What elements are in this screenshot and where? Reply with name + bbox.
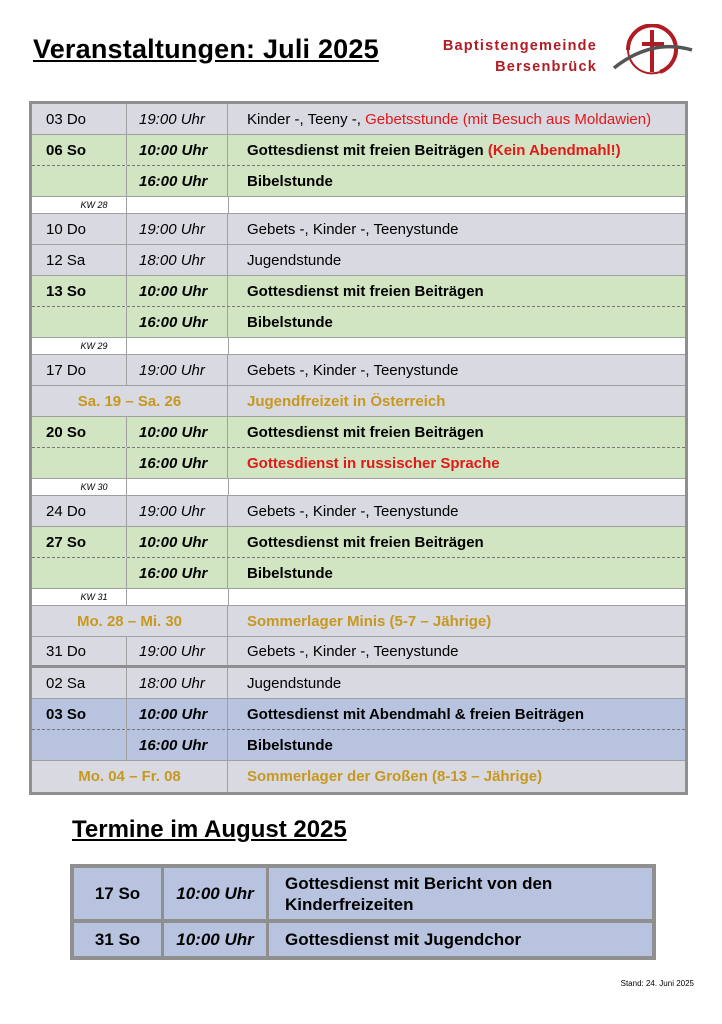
event-time: 19:00 Uhr — [127, 355, 228, 385]
event-time: 19:00 Uhr — [127, 496, 228, 526]
event-description: Gottesdienst mit Abendmahl & freien Beiträgen — [247, 705, 584, 723]
event-day: 27 So — [32, 527, 127, 557]
event-date-range: Mo. 04 – Fr. 08 — [32, 761, 228, 792]
event-row — [32, 668, 685, 699]
event-row — [32, 699, 685, 730]
event-time: 10:00 Uhr — [127, 527, 228, 557]
event-description: Gottesdienst mit Jugendchor — [285, 930, 522, 949]
event-highlight: (Kein Abendmahl!) — [487, 141, 621, 159]
event-time: 10:00 Uhr — [127, 276, 228, 306]
event-time: 19:00 Uhr — [127, 214, 228, 244]
org-name — [443, 36, 597, 78]
event-day: 06 So — [32, 135, 127, 165]
event-description: Gebets -, Kinder -, Teenystunde — [247, 361, 459, 379]
event-day: 17 Do — [32, 355, 127, 385]
event-day: 10 Do — [32, 214, 127, 244]
org-name-line2: Bersenbrück — [495, 59, 597, 75]
event-time: 10:00 Uhr — [164, 923, 269, 956]
event-time: 18:00 Uhr — [127, 668, 228, 698]
event-description: Jugendstunde — [247, 674, 342, 692]
event-time: 19:00 Uhr — [127, 637, 228, 665]
event-row — [32, 527, 685, 558]
event-row-range — [32, 606, 685, 637]
event-description: Jugendfreizeit in Österreich — [247, 392, 446, 410]
august-schedule — [70, 864, 656, 960]
event-day — [32, 730, 127, 760]
event-time: 16:00 Uhr — [127, 730, 228, 760]
event-day: 24 Do — [32, 496, 127, 526]
event-day — [32, 307, 127, 337]
event-row — [32, 730, 685, 761]
event-description — [228, 135, 685, 165]
event-description: Gottesdienst mit freien Beiträgen — [247, 423, 484, 441]
event-description: Gottesdienst in russischer Sprache — [247, 454, 500, 472]
event-description: Jugendstunde — [247, 251, 342, 269]
event-description: Sommerlager Minis (5-7 – Jährige) — [247, 612, 492, 630]
week-label: KW 30 — [32, 479, 127, 495]
event-row-range — [32, 761, 685, 792]
week-label: KW 31 — [32, 589, 127, 605]
event-row — [32, 214, 685, 245]
event-description: Gottesdienst mit Bericht von den Kinderfreizeiten — [285, 873, 553, 914]
event-row — [32, 276, 685, 307]
event-time: 16:00 Uhr — [127, 307, 228, 337]
event-row — [32, 104, 685, 135]
week-row — [32, 589, 685, 606]
august-row — [74, 923, 652, 956]
event-description: Bibelstunde — [247, 313, 333, 331]
event-description — [228, 104, 685, 134]
event-highlight: Gebetsstunde (mit Besuch aus Moldawien) — [365, 110, 652, 128]
event-day: 02 Sa — [32, 668, 127, 698]
event-text: Kinder -, Teeny -, — [247, 110, 366, 128]
event-day: 20 So — [32, 417, 127, 447]
event-row — [32, 448, 685, 479]
event-description: Gebets -, Kinder -, Teenystunde — [247, 502, 459, 520]
event-time: 16:00 Uhr — [127, 558, 228, 588]
event-row — [32, 307, 685, 338]
church-cross-logo-icon — [612, 24, 694, 76]
week-label: KW 29 — [32, 338, 127, 354]
event-text: Gottesdienst mit freien Beiträgen — [247, 141, 488, 159]
august-row — [74, 868, 652, 923]
event-description: Bibelstunde — [247, 172, 333, 190]
event-description: Gebets -, Kinder -, Teenystunde — [247, 220, 459, 238]
event-time: 10:00 Uhr — [164, 868, 269, 919]
event-description: Bibelstunde — [247, 564, 333, 582]
event-time: 16:00 Uhr — [127, 448, 228, 478]
event-row — [32, 637, 685, 668]
event-day: 03 So — [32, 699, 127, 729]
event-day: 13 So — [32, 276, 127, 306]
event-row — [32, 355, 685, 386]
event-time: 10:00 Uhr — [127, 417, 228, 447]
event-row — [32, 135, 685, 166]
event-date-range: Mo. 28 – Mi. 30 — [32, 606, 228, 636]
event-day: 12 Sa — [32, 245, 127, 275]
org-name-line1: Baptistengemeinde — [442, 38, 597, 54]
event-row-range — [32, 386, 685, 417]
event-day: 03 Do — [32, 104, 127, 134]
week-row — [32, 479, 685, 496]
august-section-title: Termine im August 2025 — [72, 816, 347, 843]
event-time: 16:00 Uhr — [127, 166, 228, 196]
event-day — [32, 448, 127, 478]
event-row — [32, 166, 685, 197]
event-row — [32, 417, 685, 448]
event-day — [32, 558, 127, 588]
event-time: 19:00 Uhr — [127, 104, 228, 134]
event-day — [32, 166, 127, 196]
event-day: 31 Do — [32, 637, 127, 665]
event-description: Gottesdienst mit freien Beiträgen — [247, 282, 484, 300]
event-time: 10:00 Uhr — [127, 135, 228, 165]
week-row — [32, 197, 685, 214]
event-time: 10:00 Uhr — [127, 699, 228, 729]
page-title: Veranstaltungen: Juli 2025 — [33, 34, 379, 64]
event-row — [32, 245, 685, 276]
week-row — [32, 338, 685, 355]
july-schedule — [29, 101, 688, 795]
event-description: Gebets -, Kinder -, Teenystunde — [247, 642, 459, 660]
event-day: 31 So — [74, 923, 164, 956]
event-day: 17 So — [74, 868, 164, 919]
event-time: 18:00 Uhr — [127, 245, 228, 275]
event-description: Sommerlager der Großen (8-13 – Jährige) — [247, 768, 543, 785]
event-date-range: Sa. 19 – Sa. 26 — [32, 386, 228, 416]
week-label: KW 28 — [32, 197, 127, 213]
event-row — [32, 496, 685, 527]
stand-date: Stand: 24. Juni 2025 — [620, 979, 694, 988]
event-row — [32, 558, 685, 589]
event-description: Bibelstunde — [247, 736, 333, 754]
event-description: Gottesdienst mit freien Beiträgen — [247, 533, 484, 551]
